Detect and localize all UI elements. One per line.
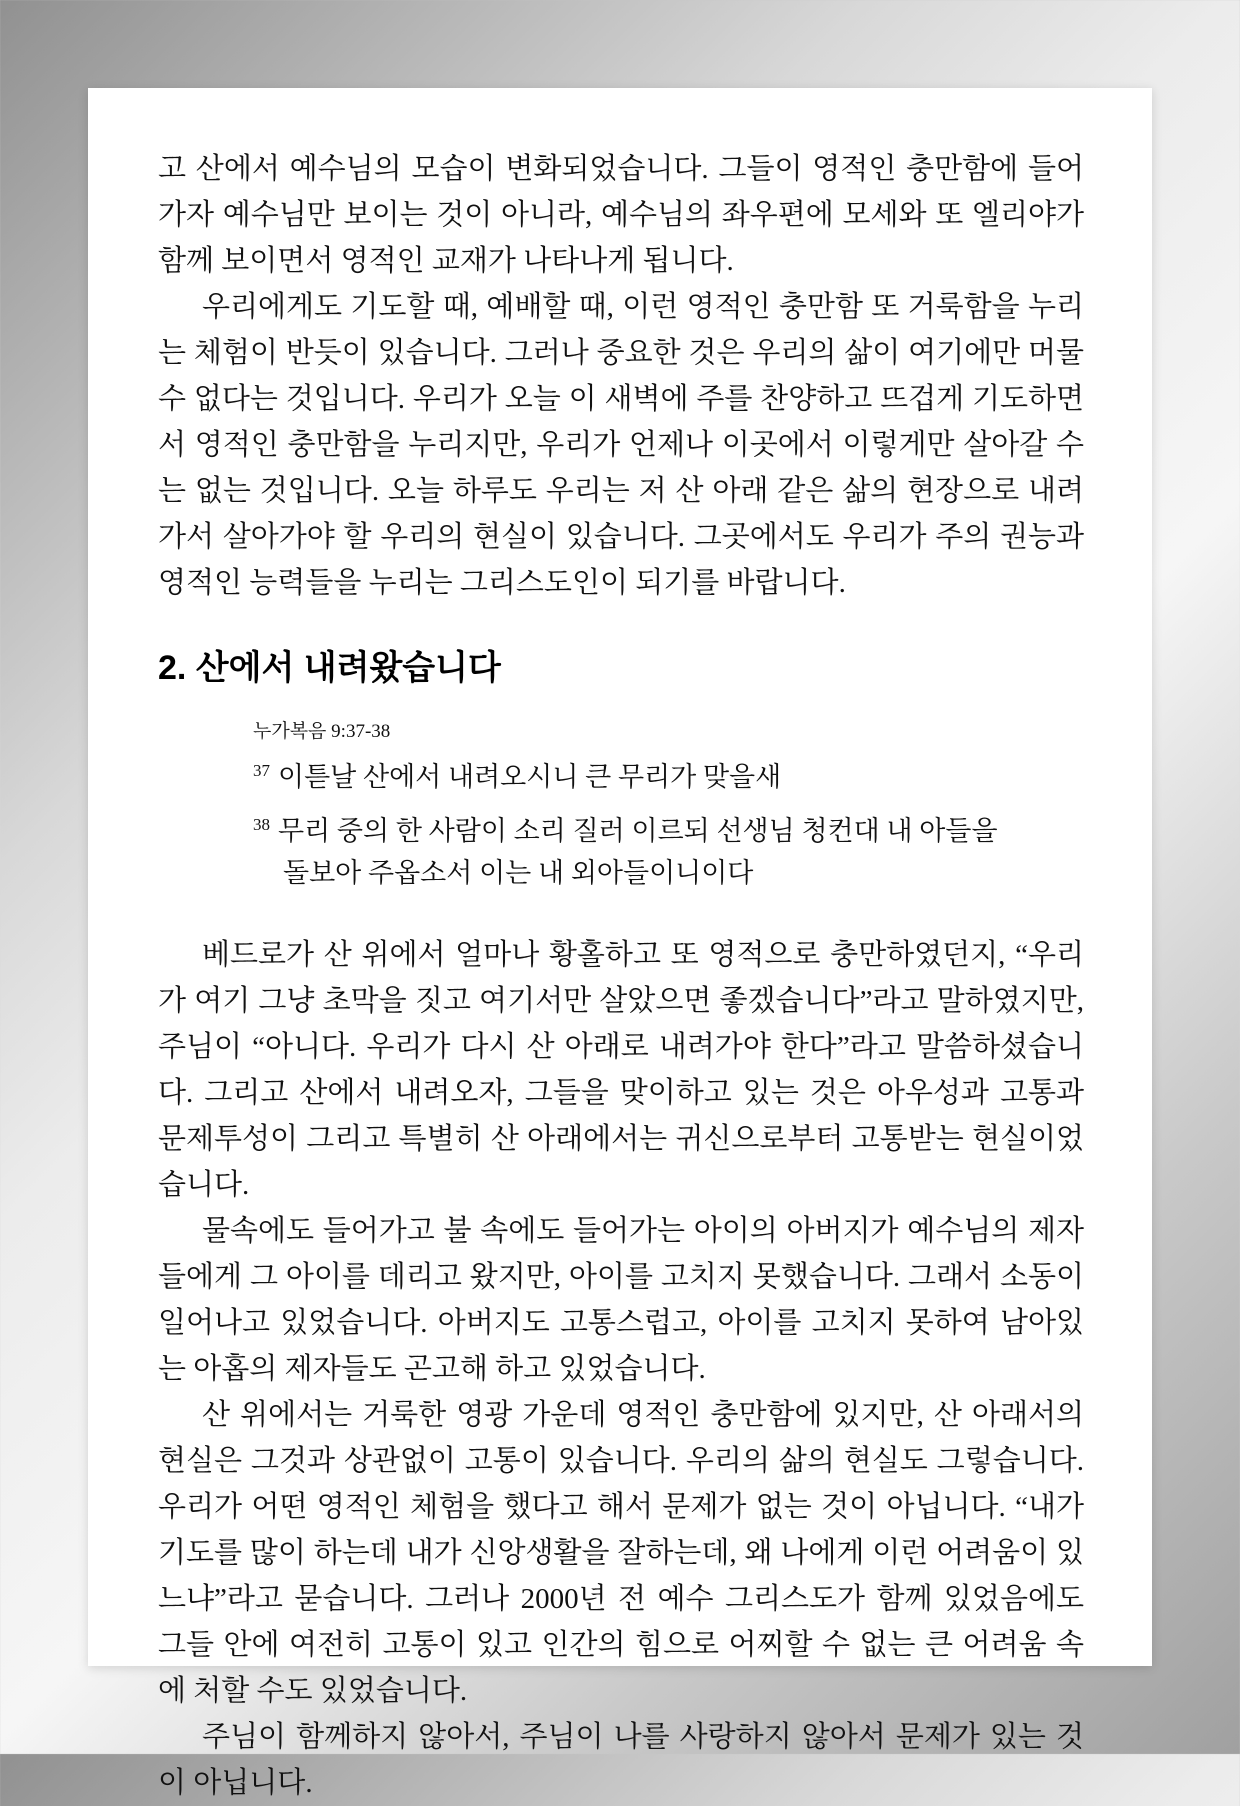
scripture-verse	[253, 810, 1028, 894]
document-page	[88, 88, 1152, 1799]
verse-number: 37	[253, 761, 270, 780]
verse-text: 무리 중의 한 사람이 소리 질러 이르되 선생님 청컨대 내 아들을 돌보아 주옵소서 이는 내 외아들이니이다	[278, 816, 998, 888]
paragraph: 우리에게도 기도할 때, 예배할 때, 이런 영적인 충만함 또 거룩함을 누리는 체험이 반듯이 있습니다. 그러나 중요한 것은 우리의 삶이 여기에만 머물 수 없다는 것입니다. 우리가 오늘 이 새벽에 주를 찬양하고 뜨겁게 기도하면서 영적인 충만함을 누리지만, 우리가 언제나 이곳에서 이렇게만 살아갈 수는 없는 것입니다. 오늘 하루도 우리는 저 산 아래 같은 삶의 현장으로 내려가서 살아가야 할 우리의 현실이 있습니다. 그곳에서도 우리가 주의 권능과 영적인 능력들을 누리는 그리스도인이 되기를 바랍니다.	[158, 291, 1084, 599]
scripture-block	[253, 720, 1028, 894]
paragraph: 물속에도 들어가고 불 속에도 들어가는 아이의 아버지가 예수님의 제자들에게 그 아이를 데리고 왔지만, 아이를 고치지 못했습니다. 그래서 소동이 일어나고 있었습니다. 아버지도 고통스럽고, 아이를 고치지 못하여 남아있는 아홉의 제자들도 곤고해 하고 있었습니다.	[158, 1215, 1084, 1385]
paragraph: 주님이 함께하지 않아서, 주님이 나를 사랑하지 않아서 문제가 있는 것이 아닙니다.	[158, 1721, 1084, 1799]
paragraph: 베드로가 산 위에서 얼마나 황홀하고 또 영적으로 충만하였던지, “우리가 여기 그냥 초막을 짓고 여기서만 살았으면 좋겠습니다”라고 말하였지만, 주님이 “아니다. 우리가 다시 산 아래로 내려가야 한다”라고 말씀하셨습니다. 그리고 산에서 내려오자, 그들을 맞이하고 있는 것은 아우성과 고통과 문제투성이 그리고 특별히 산 아래에서는 귀신으로부터 고통받는 현실이었습니다.	[158, 939, 1084, 1201]
paragraph: 산 위에서는 거룩한 영광 가운데 영적인 충만함에 있지만, 산 아래서의 현실은 그것과 상관없이 고통이 있습니다. 우리의 삶의 현실도 그렇습니다. 우리가 어떤 영적인 체험을 했다고 해서 문제가 없는 것이 아닙니다. “내가 기도를 많이 하는데 내가 신앙생활을 잘하는데, 왜 나에게 이런 어려움이 있느냐”라고 묻습니다. 그러나 2000년 전 예수 그리스도가 함께 있었음에도 그들 안에 여전히 고통이 있고 인간의 힘으로 어찌할 수 없는 큰 어려움 속에 처할 수도 있었습니다.	[158, 1399, 1084, 1707]
scripture-reference: 누가복음 9:37-38	[253, 721, 391, 742]
section-heading: 2. 산에서 내려왔습니다	[158, 649, 501, 687]
scripture-verse	[253, 756, 1028, 798]
paragraph-continuation: 고 산에서 예수님의 모습이 변화되었습니다. 그들이 영적인 충만함에 들어가자 예수님만 보이는 것이 아니라, 예수님의 좌우편에 모세와 또 엘리야가 함께 보이면서 영적인 교재가 나타나게 됩니다.	[158, 153, 1084, 277]
verse-number: 38	[253, 815, 270, 834]
verse-text: 이튿날 산에서 내려오시니 큰 무리가 맞을새	[278, 762, 782, 792]
